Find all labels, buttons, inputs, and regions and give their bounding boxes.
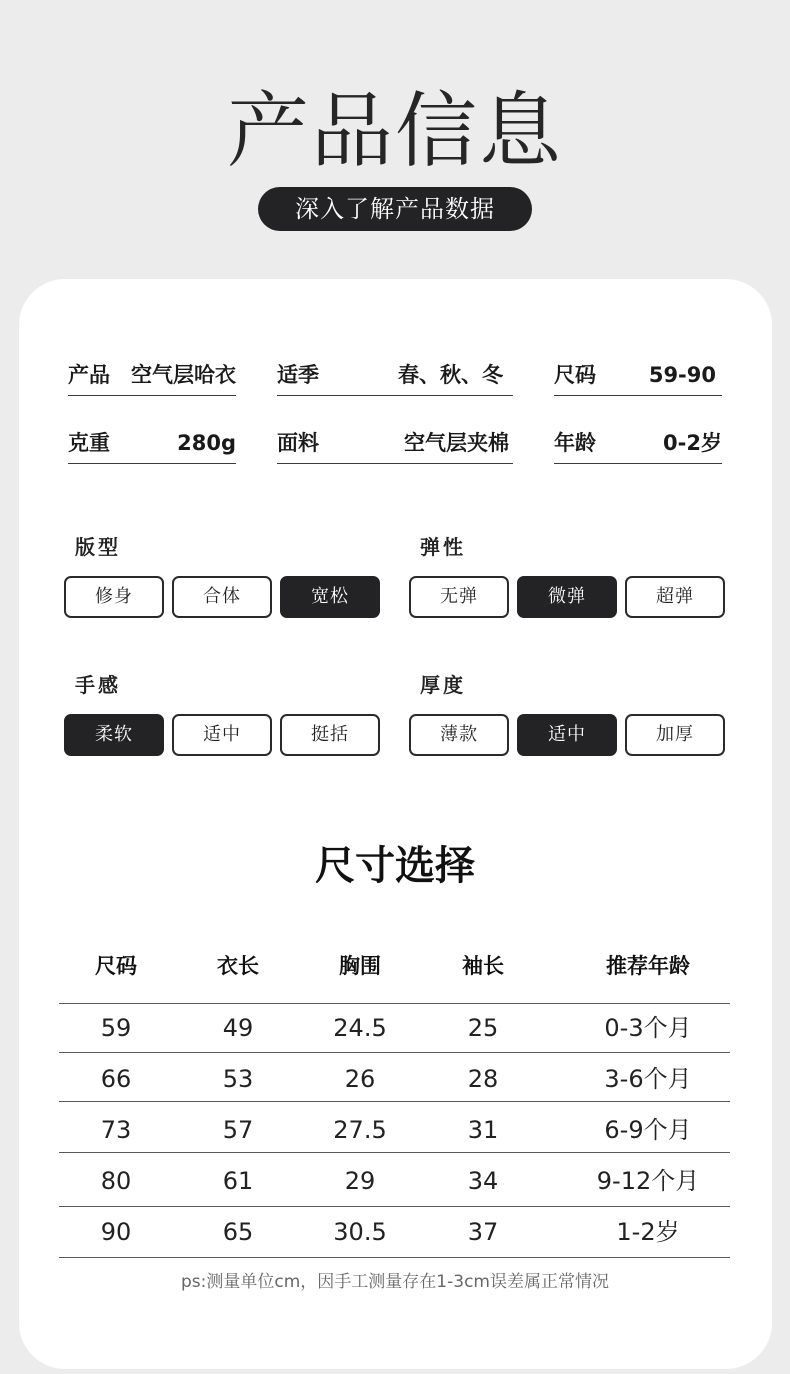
thickness-option-thick[interactable]: 加厚	[625, 714, 725, 756]
table-cell: 30.5	[333, 1218, 387, 1246]
table-cell: 24.5	[333, 1014, 387, 1042]
feel-option-soft[interactable]: 柔软	[64, 714, 164, 756]
table-cell: 9-12个月	[596, 1167, 700, 1195]
info-key: 年龄	[554, 431, 596, 455]
table-cell: 73	[100, 1116, 132, 1144]
info-value: 空气层哈衣	[131, 363, 236, 387]
table-header-chest: 胸围	[339, 954, 381, 978]
subtitle-badge: 深入了解产品数据	[258, 187, 532, 231]
info-fabric	[277, 425, 513, 464]
info-value: 59-90	[648, 363, 716, 387]
feel-option-crisp[interactable]: 挺括	[280, 714, 380, 756]
attr-label-feel: 手感	[75, 673, 121, 697]
table-cell: 80	[100, 1167, 132, 1195]
info-key: 尺码	[554, 363, 596, 387]
table-cell: 6-9个月	[604, 1116, 692, 1144]
info-season	[277, 357, 513, 396]
stretch-option-slight[interactable]: 微弹	[517, 576, 617, 618]
table-cell: 61	[222, 1167, 254, 1195]
thickness-option-medium[interactable]: 适中	[517, 714, 617, 756]
table-cell: 66	[100, 1065, 132, 1093]
fit-option-loose[interactable]: 宽松	[280, 576, 380, 618]
info-key: 克重	[68, 431, 110, 455]
table-header-sleeve: 袖长	[462, 954, 504, 978]
size-section-title: 尺寸选择	[315, 843, 475, 889]
table-cell: 65	[222, 1218, 254, 1246]
table-cell: 3-6个月	[604, 1065, 692, 1093]
table-cell: 34	[467, 1167, 499, 1195]
table-cell: 57	[222, 1116, 254, 1144]
info-value: 春、秋、冬	[398, 363, 503, 387]
table-divider	[59, 1257, 730, 1258]
stretch-option-high[interactable]: 超弹	[625, 576, 725, 618]
stretch-option-none[interactable]: 无弹	[409, 576, 509, 618]
table-cell: 31	[467, 1116, 499, 1144]
table-divider	[59, 1206, 730, 1207]
table-cell: 0-3个月	[604, 1014, 692, 1042]
attr-label-thickness: 厚度	[420, 673, 466, 697]
table-divider	[59, 1003, 730, 1004]
info-key: 产品	[68, 363, 110, 387]
table-divider	[59, 1052, 730, 1053]
table-header-length: 衣长	[217, 954, 259, 978]
table-cell: 49	[222, 1014, 254, 1042]
fit-option-regular[interactable]: 合体	[172, 576, 272, 618]
feel-option-medium[interactable]: 适中	[172, 714, 272, 756]
table-cell: 27.5	[333, 1116, 387, 1144]
table-divider	[59, 1101, 730, 1102]
table-divider	[59, 1152, 730, 1153]
info-weight	[68, 425, 236, 464]
info-product	[68, 357, 236, 396]
attr-label-fit: 版型	[75, 535, 121, 559]
table-cell: 59	[100, 1014, 132, 1042]
table-cell: 53	[222, 1065, 254, 1093]
thickness-option-thin[interactable]: 薄款	[409, 714, 509, 756]
measurement-note: ps:测量单位cm，因手工测量存在1-3cm误差属正常情况	[181, 1272, 609, 1292]
attr-label-stretch: 弹性	[420, 535, 466, 559]
info-key: 适季	[277, 363, 319, 387]
info-age	[554, 425, 722, 464]
table-cell: 25	[467, 1014, 499, 1042]
page-title: 产品信息	[226, 84, 563, 179]
table-header-age: 推荐年龄	[606, 954, 690, 978]
table-header-size: 尺码	[95, 954, 137, 978]
table-cell: 29	[344, 1167, 376, 1195]
table-cell: 37	[467, 1218, 499, 1246]
table-cell: 26	[344, 1065, 376, 1093]
table-cell: 90	[100, 1218, 132, 1246]
info-size	[554, 357, 722, 396]
fit-option-slim[interactable]: 修身	[64, 576, 164, 618]
info-key: 面料	[277, 431, 319, 455]
info-value: 空气层夹棉	[404, 431, 509, 455]
table-cell: 28	[467, 1065, 499, 1093]
info-value: 280g	[177, 431, 236, 455]
table-cell: 1-2岁	[616, 1218, 680, 1246]
info-value: 0-2岁	[663, 431, 722, 455]
